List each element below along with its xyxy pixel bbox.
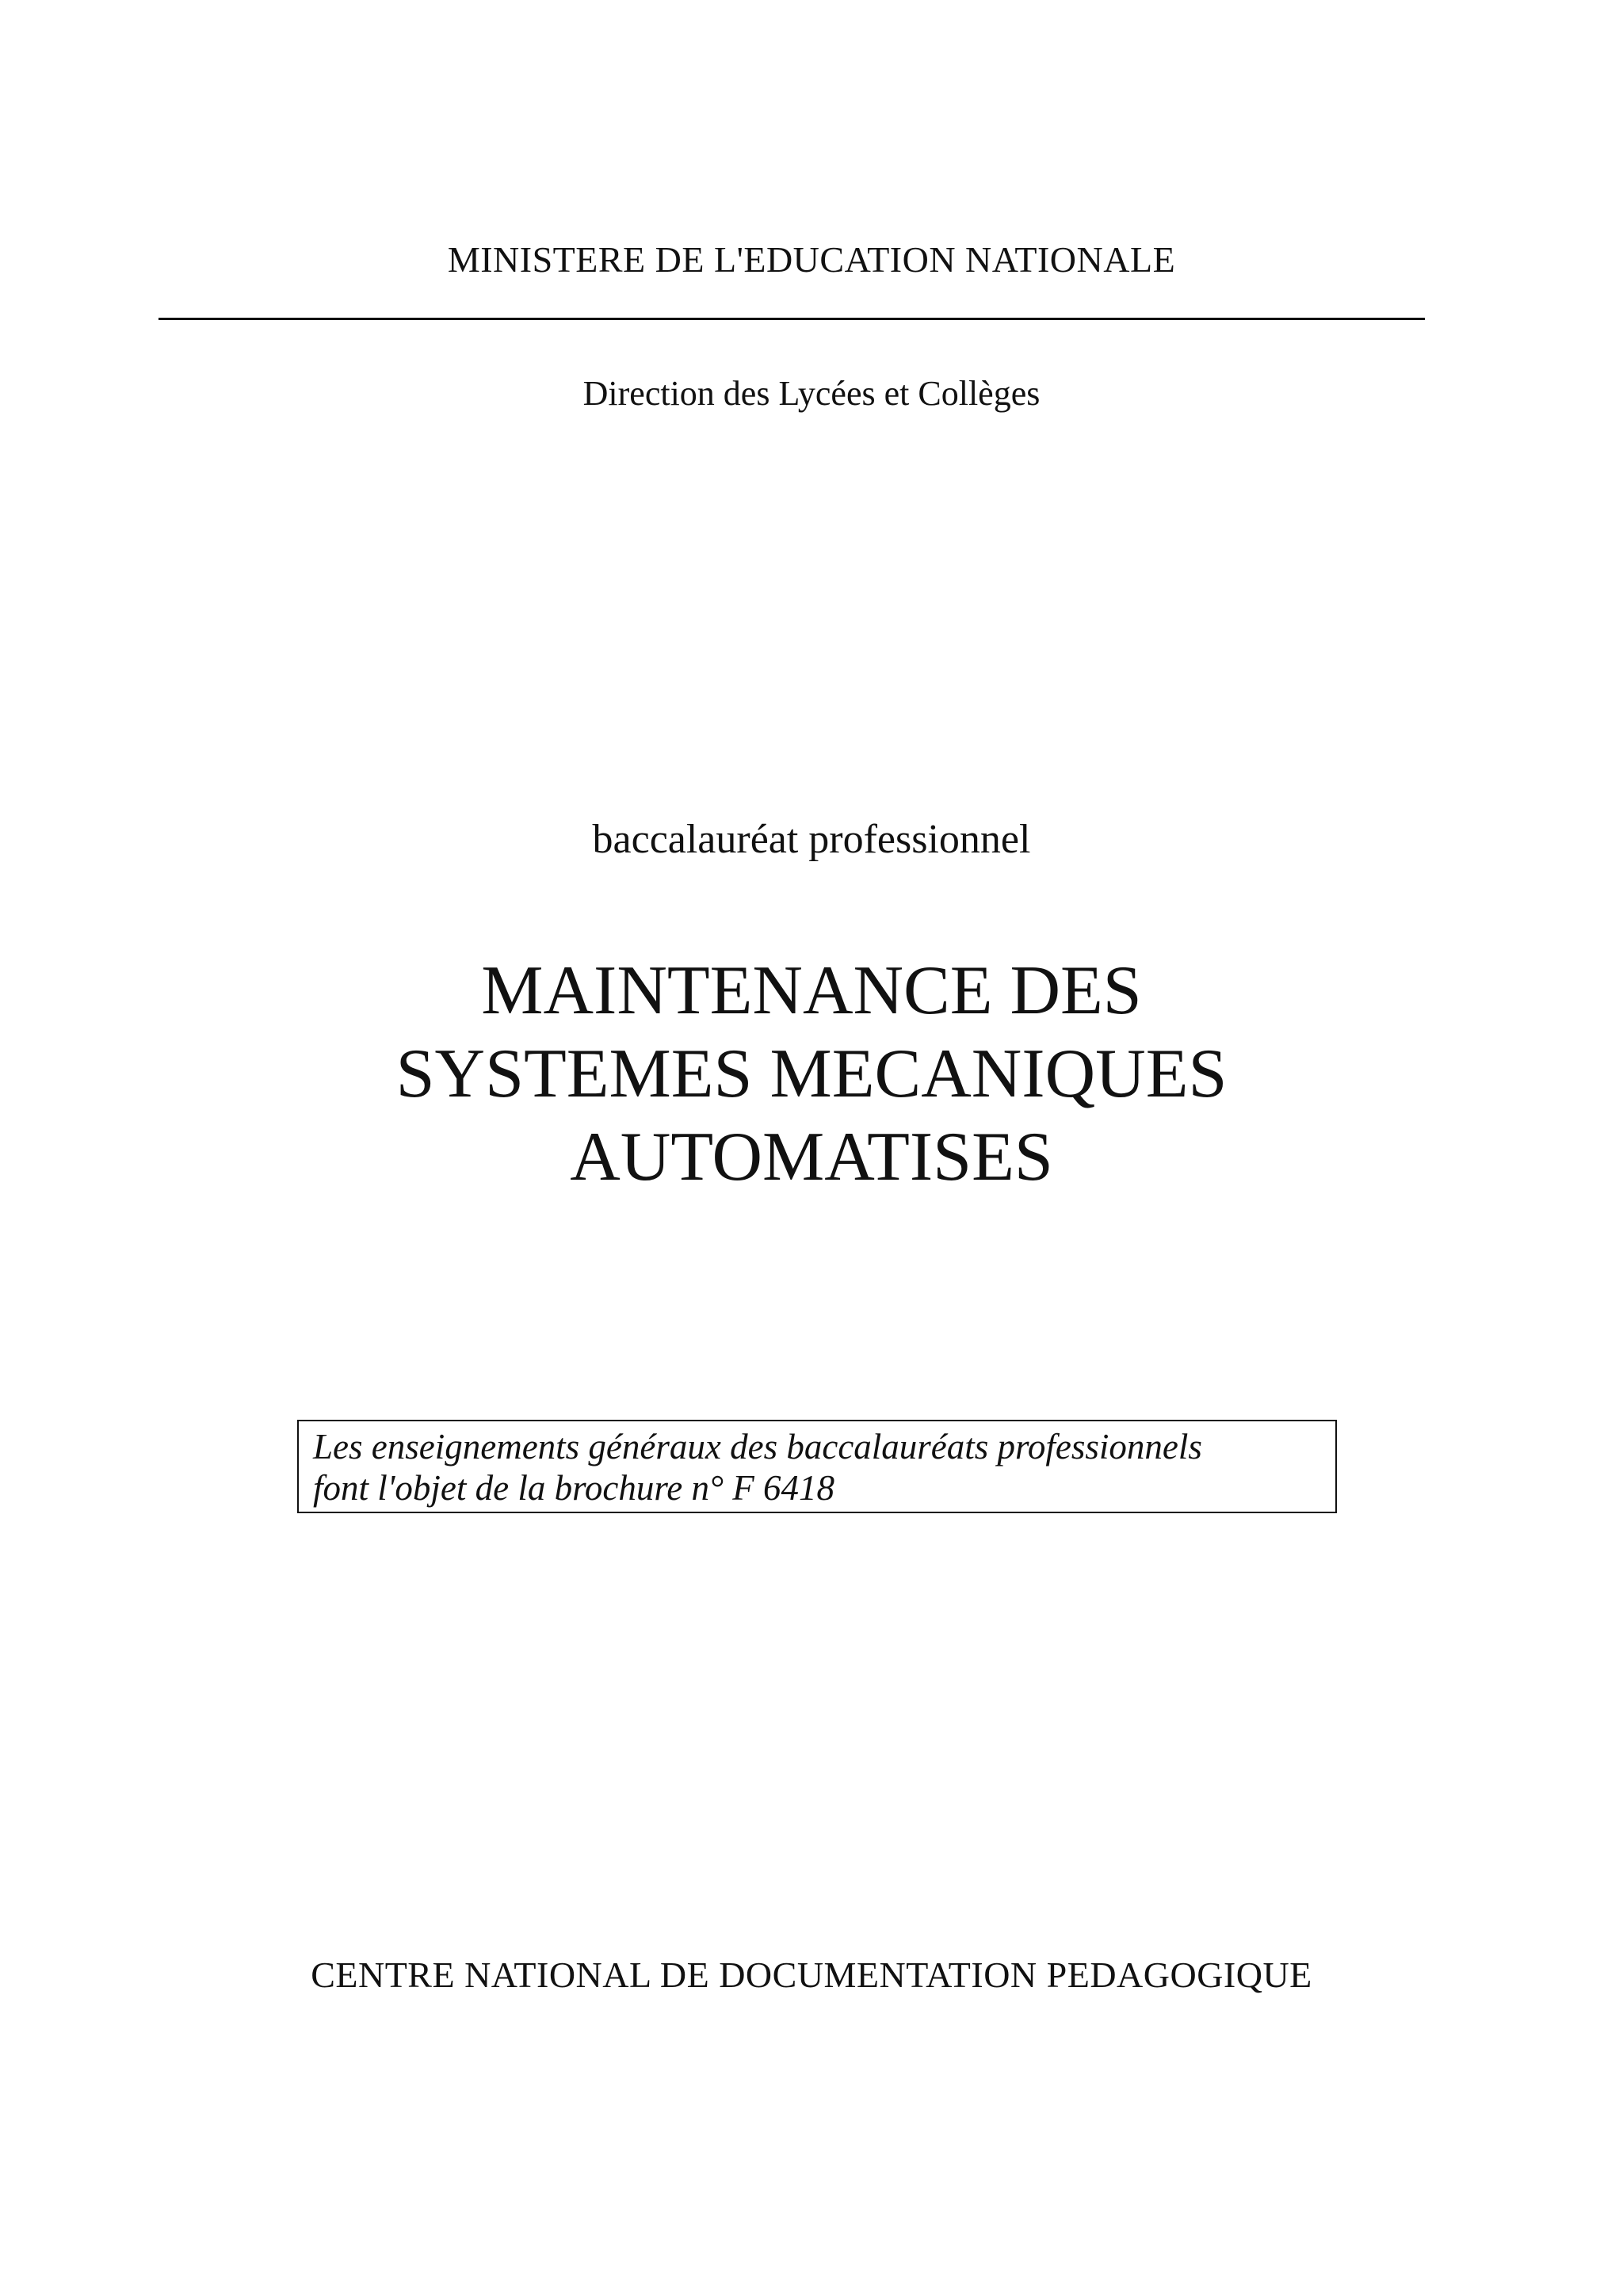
notice-box [297, 1420, 1337, 1513]
title-line: AUTOMATISES [570, 1119, 1053, 1196]
diploma-type: baccalauréat professionnel [592, 817, 1031, 862]
ministry-heading: MINISTERE DE L'EDUCATION NATIONALE [447, 239, 1176, 280]
notice-line: Les enseignements généraux des baccalauréats professionnels [313, 1427, 1202, 1466]
publisher-footer: CENTRE NATIONAL DE DOCUMENTATION PEDAGOGIQUE [311, 1955, 1312, 1995]
header-divider [158, 318, 1425, 320]
title-line: SYSTEMES MECANIQUES [395, 1035, 1228, 1112]
title-line: MAINTENANCE DES [481, 952, 1142, 1029]
document-title [0, 949, 1623, 1199]
notice-line: font l'objet de la brochure n° F 6418 [313, 1468, 834, 1508]
direction-subheading: Direction des Lycées et Collèges [582, 374, 1041, 413]
